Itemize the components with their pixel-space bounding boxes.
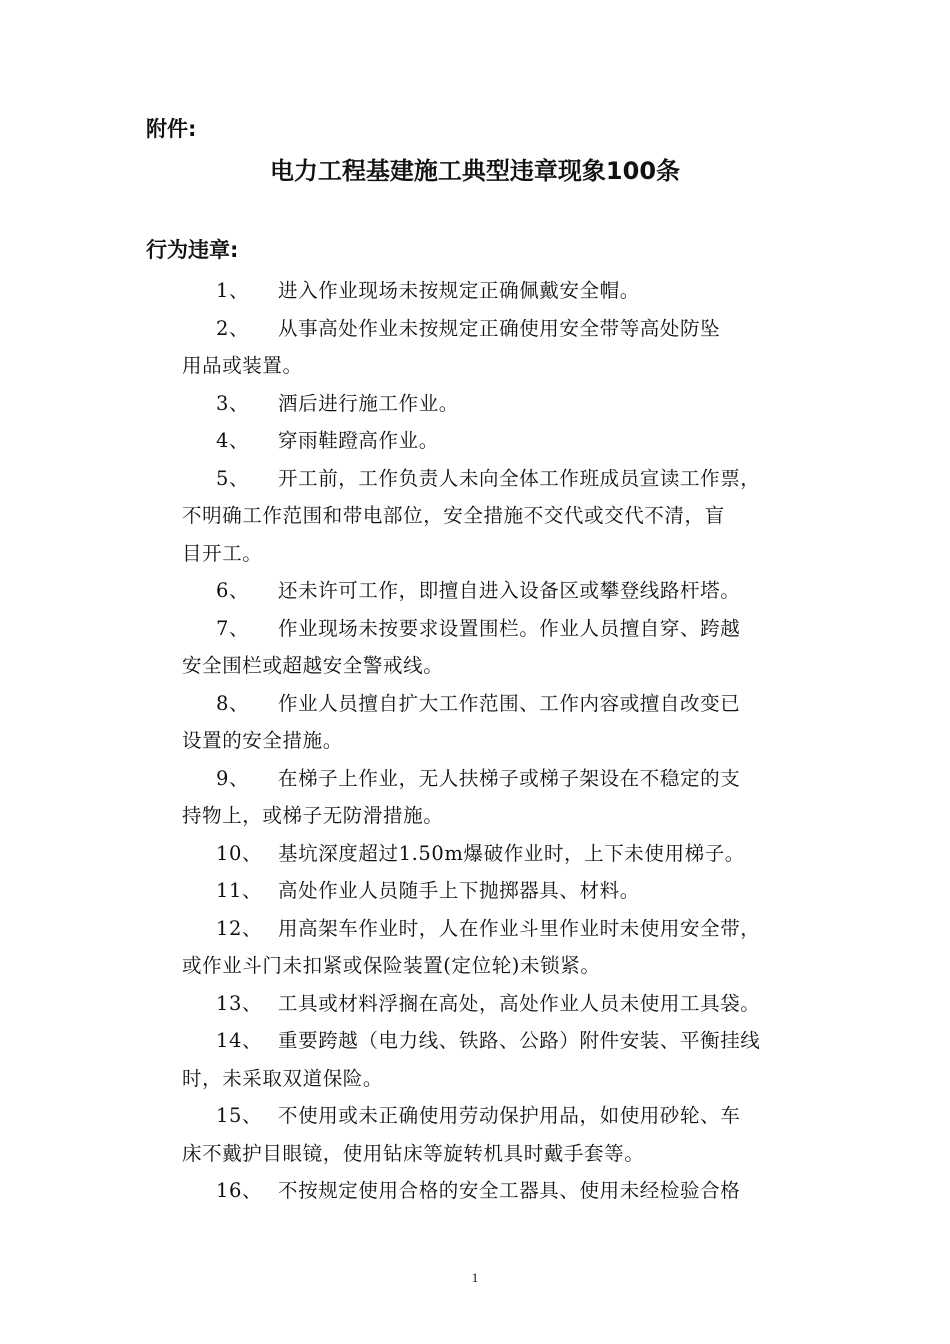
list-item bbox=[182, 1172, 792, 1210]
list-item-text: 穿雨鞋蹬高作业。 bbox=[278, 429, 439, 452]
list-item-number: 4、 bbox=[216, 429, 250, 452]
violation-list bbox=[182, 272, 792, 1210]
list-item-first-line bbox=[182, 610, 792, 648]
list-item-text: 还未许可工作，即擅自进入设备区或攀登线路杆塔。 bbox=[278, 579, 741, 602]
list-item bbox=[182, 985, 792, 1023]
list-item-number: 13、 bbox=[216, 991, 263, 1015]
list-item-number: 3、 bbox=[216, 391, 250, 415]
list-item-first-line bbox=[182, 835, 792, 873]
list-item bbox=[182, 610, 792, 685]
page-number: 1 bbox=[471, 1270, 479, 1285]
list-item-continuation: 床不戴护目眼镜，使用钻床等旋转机具时戴手套等。 bbox=[182, 1141, 645, 1165]
list-item-text: 高处作业人员随手上下抛掷器具、材料。 bbox=[278, 879, 640, 902]
list-item-text: 在梯子上作业，无人扶梯子或梯子架设在不稳定的支 bbox=[278, 766, 741, 790]
list-item-number: 10、 bbox=[216, 841, 263, 865]
list-item-continuation: 不明确工作范围和带电部位，安全措施不交代或交代不清，盲 bbox=[182, 504, 725, 527]
attachment-label: 附件: bbox=[146, 117, 197, 141]
list-item-text: 开工前，工作负责人未向全体工作班成员宣读工作票， bbox=[278, 466, 761, 490]
list-item-number: 9、 bbox=[216, 766, 250, 790]
list-item-number: 5、 bbox=[216, 466, 250, 490]
list-item-number: 11、 bbox=[216, 879, 263, 902]
list-item-first-line bbox=[182, 1172, 792, 1210]
list-item-first-line bbox=[182, 310, 792, 348]
list-item-first-line bbox=[182, 460, 792, 498]
list-item-number: 8、 bbox=[216, 691, 250, 715]
list-item bbox=[182, 572, 792, 610]
list-item bbox=[182, 1022, 792, 1097]
list-item bbox=[182, 760, 792, 835]
list-item-first-line bbox=[182, 872, 792, 910]
list-item bbox=[182, 385, 792, 423]
list-item-continuation: 用品或装置。 bbox=[182, 354, 303, 377]
list-item-first-line bbox=[182, 760, 792, 798]
list-item-first-line bbox=[182, 985, 792, 1023]
list-item bbox=[182, 910, 792, 985]
list-item-number: 14、 bbox=[216, 1029, 263, 1052]
list-item-number: 7、 bbox=[216, 616, 250, 640]
list-item-continuation: 安全围栏或超越安全警戒线。 bbox=[182, 654, 444, 677]
section-heading: 行为违章: bbox=[146, 238, 239, 262]
list-item-first-line bbox=[182, 1097, 792, 1135]
list-item-number: 12、 bbox=[216, 916, 263, 940]
document-title: 电力工程基建施工典型违章现象100条 bbox=[269, 157, 681, 185]
list-item-text: 不使用或未正确使用劳动保护用品，如使用砂轮、车 bbox=[278, 1104, 741, 1127]
list-item-continuation: 持物上，或梯子无防滑措施。 bbox=[182, 804, 444, 827]
list-item bbox=[182, 835, 792, 873]
list-item-text: 酒后进行施工作业。 bbox=[278, 391, 459, 415]
list-item-text: 作业现场未按要求设置围栏。作业人员擅自穿、跨越 bbox=[278, 616, 741, 640]
list-item bbox=[182, 872, 792, 910]
list-item-first-line bbox=[182, 385, 792, 423]
list-item bbox=[182, 1097, 792, 1172]
list-item bbox=[182, 460, 792, 573]
list-item-first-line bbox=[182, 272, 792, 310]
list-item-continuation: 时，未采取双道保险。 bbox=[182, 1066, 384, 1090]
list-item-text: 重要跨越（电力线、铁路、公路）附件安装、平衡挂线 bbox=[278, 1029, 761, 1052]
list-item bbox=[182, 685, 792, 760]
list-item-text: 进入作业现场未按规定正确佩戴安全帽。 bbox=[278, 279, 640, 302]
list-item-first-line bbox=[182, 685, 792, 723]
list-item-text: 不按规定使用合格的安全工器具、使用未经检验合格 bbox=[278, 1179, 741, 1202]
list-item-text: 工具或材料浮搁在高处，高处作业人员未使用工具袋。 bbox=[278, 991, 761, 1015]
list-item-number: 15、 bbox=[216, 1104, 263, 1127]
list-item-number: 1、 bbox=[216, 279, 250, 302]
list-item-first-line bbox=[182, 422, 792, 460]
list-item bbox=[182, 310, 792, 385]
list-item-number: 2、 bbox=[216, 316, 250, 340]
list-item-first-line bbox=[182, 1022, 792, 1060]
list-item-text: 用高架车作业时，人在作业斗里作业时未使用安全带， bbox=[278, 916, 761, 940]
list-item-first-line bbox=[182, 910, 792, 948]
list-item bbox=[182, 272, 792, 310]
list-item-continuation: 或作业斗门未扣紧或保险装置(定位轮)未锁紧。 bbox=[182, 954, 601, 977]
list-item bbox=[182, 422, 792, 460]
list-item-text: 从事高处作业未按规定正确使用安全带等高处防坠 bbox=[278, 316, 721, 340]
list-item-text: 作业人员擅自扩大工作范围、工作内容或擅自改变已 bbox=[278, 691, 741, 715]
list-item-number: 6、 bbox=[216, 579, 250, 602]
list-item-number: 16、 bbox=[216, 1179, 263, 1202]
list-item-text: 基坑深度超过1.50m爆破作业时，上下未使用梯子。 bbox=[278, 841, 745, 865]
list-item-continuation: 目开工。 bbox=[182, 541, 263, 565]
list-item-continuation: 设置的安全措施。 bbox=[182, 729, 343, 752]
list-item-first-line bbox=[182, 572, 792, 610]
